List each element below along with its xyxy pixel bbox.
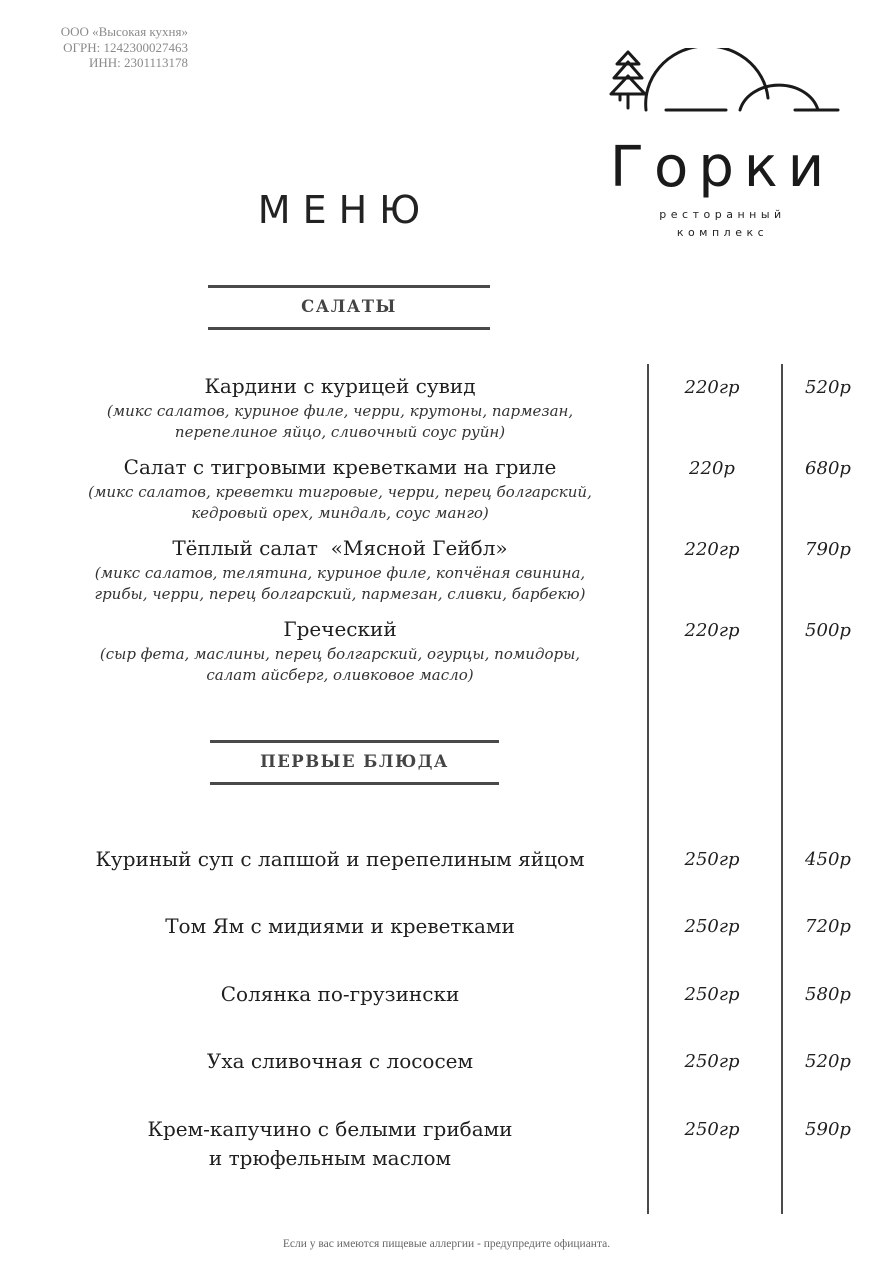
menu-item <box>40 372 640 443</box>
menu-item-description: (микс салатов, телятина, куриное филе, копчёная свинина, <box>94 564 586 582</box>
section-title: ПЕРВЫЕ БЛЮДА <box>260 752 449 771</box>
company-inn: ИНН: 2301113178 <box>88 55 188 70</box>
menu-item-name: Тёплый салат «Мясной Гейбл» <box>172 536 508 560</box>
menu-item-name: Солянка по-грузински <box>220 982 460 1006</box>
section-header-first-courses <box>210 740 499 785</box>
menu-item-name: Крем-капучино с белыми грибами <box>147 1117 513 1141</box>
brand-subtitle-line2: комплекс <box>676 226 769 239</box>
menu-item <box>40 453 640 524</box>
menu-item-price: 580р <box>805 984 851 1005</box>
menu-item-price: 680р <box>805 458 851 479</box>
brand-logo <box>600 48 850 248</box>
menu-item-weight: 250гр <box>684 984 740 1005</box>
menu-item-name: Салат с тигровыми креветками на гриле <box>123 455 557 479</box>
menu-item-name: Уха сливочная с лососем <box>206 1049 474 1073</box>
menu-item-price: 590р <box>805 1119 851 1140</box>
brand-subtitle-line1: ресторанный <box>659 208 786 221</box>
menu-item <box>40 534 640 605</box>
section-header-salads <box>208 285 490 330</box>
allergy-notice: Если у вас имеются пищевые аллергии - предупредите официанта. <box>282 1238 611 1250</box>
menu-item-name: Том Ям с мидиями и креветками <box>165 914 515 938</box>
menu-item-name-line2: и трюфельным маслом <box>208 1146 452 1170</box>
menu-item-name: Куриный суп с лапшой и перепелиным яйцом <box>95 847 585 871</box>
section-title: САЛАТЫ <box>301 297 397 316</box>
menu-item-description: (микс салатов, куриное филе, черри, крутоны, пармезан, <box>106 402 574 420</box>
menu-item-price: 450р <box>805 849 851 870</box>
menu-item-price: 520р <box>805 1051 851 1072</box>
menu-item-name: Кардини с курицей сувид <box>204 374 476 398</box>
menu-item-weight: 220р <box>689 458 735 479</box>
menu-title: МЕНЮ <box>257 188 433 232</box>
menu-item-price: 520р <box>805 377 851 398</box>
menu-item-price: 500р <box>805 620 851 641</box>
menu-item-description: грибы, черри, перец болгарский, пармезан, сливки, барбекю) <box>94 585 586 603</box>
menu-item-weight: 250гр <box>684 1119 740 1140</box>
menu-item-description: (микс салатов, креветки тигровые, черри, перец болгарский, <box>88 483 592 501</box>
column-divider-weight <box>647 364 649 1214</box>
menu-item-weight: 250гр <box>684 1051 740 1072</box>
menu-item <box>40 615 640 686</box>
company-name: ООО «Высокая кухня» <box>60 24 188 39</box>
menu-item-name: Греческий <box>283 617 397 641</box>
menu-item-weight: 250гр <box>684 849 740 870</box>
menu-item-description: кедровый орех, миндаль, соус манго) <box>191 504 489 522</box>
company-info <box>18 24 188 71</box>
menu-item-description: перепелиное яйцо, сливочный соус руйн) <box>174 423 506 441</box>
menu-item-description: (сыр фета, маслины, перец болгарский, огурцы, помидоры, <box>99 645 581 663</box>
menu-item-description: салат айсберг, оливковое масло) <box>206 666 474 684</box>
menu-item-weight: 220гр <box>684 620 740 641</box>
menu-item-price: 720р <box>805 916 851 937</box>
menu-item-weight: 250гр <box>684 916 740 937</box>
section-rule-bottom <box>208 327 490 330</box>
menu-item-price: 790р <box>805 539 851 560</box>
logo-wordmark: Горки <box>609 135 835 200</box>
company-ogrn: ОГРН: 1242300027463 <box>63 39 188 55</box>
column-divider-price <box>781 364 783 1214</box>
menu-item-weight: 220гр <box>684 539 740 560</box>
menu-item-weight: 220гр <box>684 377 740 398</box>
section-rule-bottom <box>210 782 499 785</box>
